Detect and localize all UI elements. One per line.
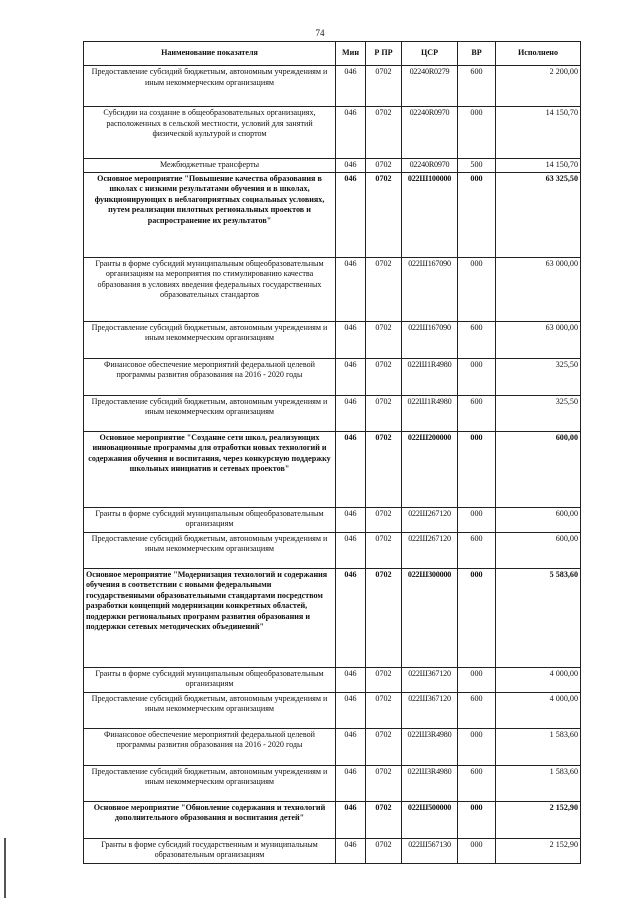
row-min: 046 [336, 667, 366, 692]
row-name: Межбюджетные трансферты [84, 159, 336, 173]
row-min: 046 [336, 358, 366, 395]
row-rpr: 0702 [366, 321, 402, 358]
row-rpr: 0702 [366, 257, 402, 321]
row-sum: 2 152,90 [496, 801, 581, 838]
row-name: Предоставление субсидий бюджетным, автономным учреждениям и иным некоммерческим организациям [84, 532, 336, 568]
table-row [84, 159, 581, 173]
row-sum: 1 583,60 [496, 728, 581, 765]
row-vr: 600 [458, 66, 496, 107]
row-rpr: 0702 [366, 667, 402, 692]
row-vr: 000 [458, 667, 496, 692]
budget-execution-table [83, 41, 581, 864]
row-vr: 000 [458, 728, 496, 765]
row-min: 046 [336, 321, 366, 358]
table-row [84, 431, 581, 507]
row-rpr: 0702 [366, 172, 402, 257]
table-row [84, 107, 581, 159]
table-row [84, 692, 581, 728]
row-rpr: 0702 [366, 801, 402, 838]
row-name: Гранты в форме субсидий муниципальным общеобразовательным организациям [84, 667, 336, 692]
row-csr: 022Ш500000 [402, 801, 458, 838]
row-csr: 022Ш100000 [402, 172, 458, 257]
row-rpr: 0702 [366, 159, 402, 173]
row-rpr: 0702 [366, 765, 402, 801]
row-sum: 600,00 [496, 431, 581, 507]
row-vr: 000 [458, 172, 496, 257]
row-csr: 02240R0970 [402, 159, 458, 173]
table-row [84, 728, 581, 765]
row-rpr: 0702 [366, 107, 402, 159]
row-csr: 022Ш267120 [402, 532, 458, 568]
table-header-row [84, 42, 581, 66]
row-min: 046 [336, 692, 366, 728]
row-rpr: 0702 [366, 568, 402, 667]
row-rpr: 0702 [366, 692, 402, 728]
row-min: 046 [336, 431, 366, 507]
row-csr: 022Ш567130 [402, 838, 458, 863]
row-vr: 600 [458, 692, 496, 728]
row-vr: 000 [458, 801, 496, 838]
row-rpr: 0702 [366, 728, 402, 765]
row-name: Финансовое обеспечение мероприятий федеральной целевой программы развития образования на 2016 - 2020 годы [84, 728, 336, 765]
table-row [84, 801, 581, 838]
row-min: 046 [336, 159, 366, 173]
row-name: Предоставление субсидий бюджетным, автономным учреждениям и иным некоммерческим организациям [84, 765, 336, 801]
row-name: Гранты в форме субсидий муниципальным общеобразовательным организациям на мероприятия по стимулированию качества образования в условиях введения федеральных государственных образовательных стандартов [84, 257, 336, 321]
row-sum: 325,50 [496, 395, 581, 431]
row-sum: 14 150,70 [496, 159, 581, 173]
table-row [84, 321, 581, 358]
row-csr: 022Ш267120 [402, 507, 458, 532]
row-rpr: 0702 [366, 507, 402, 532]
row-name: Предоставление субсидий бюджетным, автономным учреждениям и иным некоммерческим организациям [84, 395, 336, 431]
table-row [84, 395, 581, 431]
row-vr: 500 [458, 159, 496, 173]
row-sum: 63 325,50 [496, 172, 581, 257]
header-csr: ЦСР [402, 42, 458, 66]
row-vr: 000 [458, 507, 496, 532]
row-sum: 600,00 [496, 507, 581, 532]
row-min: 046 [336, 801, 366, 838]
table-row [84, 667, 581, 692]
row-vr: 000 [458, 431, 496, 507]
row-vr: 000 [458, 107, 496, 159]
table-row [84, 172, 581, 257]
row-min: 046 [336, 728, 366, 765]
row-rpr: 0702 [366, 395, 402, 431]
row-sum: 2 200,00 [496, 66, 581, 107]
row-sum: 14 150,70 [496, 107, 581, 159]
row-min: 046 [336, 257, 366, 321]
header-rpr: Р ПР [366, 42, 402, 66]
row-csr: 022Ш367120 [402, 692, 458, 728]
header-min: Мин [336, 42, 366, 66]
row-name: Основное мероприятие "Создание сети школ, реализующих инновационные программы для отработки новых технологий и содержания обучения и воспитания, через конкурсную поддержку школьных инициатив и сетевых проектов" [84, 431, 336, 507]
row-min: 046 [336, 66, 366, 107]
row-sum: 1 583,60 [496, 765, 581, 801]
row-vr: 000 [458, 838, 496, 863]
row-sum: 63 000,00 [496, 257, 581, 321]
row-name: Субсидии на создание в общеобразовательных организациях, расположенных в сельской местности, условий для занятий физической культурой и спортом [84, 107, 336, 159]
row-rpr: 0702 [366, 66, 402, 107]
row-csr: 02240R0279 [402, 66, 458, 107]
row-name: Предоставление субсидий бюджетным, автономным учреждениям и иным некоммерческим организациям [84, 321, 336, 358]
row-rpr: 0702 [366, 358, 402, 395]
row-csr: 022Ш3R4980 [402, 765, 458, 801]
row-vr: 600 [458, 765, 496, 801]
row-min: 046 [336, 395, 366, 431]
row-vr: 600 [458, 532, 496, 568]
table-row [84, 66, 581, 107]
header-vr: ВР [458, 42, 496, 66]
row-csr: 022Ш3R4980 [402, 728, 458, 765]
row-min: 046 [336, 107, 366, 159]
table-row [84, 568, 581, 667]
row-vr: 600 [458, 321, 496, 358]
scan-margin-mark [4, 838, 6, 898]
header-sum: Исполнено [496, 42, 581, 66]
page-number: 74 [315, 28, 325, 38]
row-vr: 600 [458, 395, 496, 431]
header-name: Наименование показателя [84, 42, 336, 66]
row-csr: 022Ш167090 [402, 321, 458, 358]
table-row [84, 838, 581, 863]
row-rpr: 0702 [366, 838, 402, 863]
row-rpr: 0702 [366, 532, 402, 568]
row-sum: 4 000,00 [496, 667, 581, 692]
row-csr: 02240R0970 [402, 107, 458, 159]
row-name: Гранты в форме субсидий государственным и муниципальным образовательным организациям [84, 838, 336, 863]
row-csr: 022Ш200000 [402, 431, 458, 507]
row-min: 046 [336, 568, 366, 667]
row-csr: 022Ш167090 [402, 257, 458, 321]
row-sum: 600,00 [496, 532, 581, 568]
row-name: Финансовое обеспечение мероприятий федеральной целевой программы развития образования на 2016 - 2020 годы [84, 358, 336, 395]
row-name: Предоставление субсидий бюджетным, автономным учреждениям и иным некоммерческим организациям [84, 692, 336, 728]
row-name: Предоставление субсидий бюджетным, автономным учреждениям и иным некоммерческим организациям [84, 66, 336, 107]
row-vr: 000 [458, 257, 496, 321]
row-sum: 4 000,00 [496, 692, 581, 728]
row-csr: 022Ш1R4980 [402, 395, 458, 431]
row-csr: 022Ш1R4980 [402, 358, 458, 395]
row-min: 046 [336, 765, 366, 801]
row-min: 046 [336, 838, 366, 863]
table-row [84, 532, 581, 568]
row-sum: 63 000,00 [496, 321, 581, 358]
row-name: Основное мероприятие "Модернизация технологий и содержания обучения в соответствии с новыми федеральными государственными образовательными стандартами посредством разработки концепций модернизации конкретных областей, поддержки региональных программ развития образования и поддержки сетевых методических объединений" [84, 568, 336, 667]
row-name: Гранты в форме субсидий муниципальным общеобразовательным организациям [84, 507, 336, 532]
row-csr: 022Ш300000 [402, 568, 458, 667]
table-row [84, 257, 581, 321]
row-sum: 2 152,90 [496, 838, 581, 863]
row-sum: 325,50 [496, 358, 581, 395]
row-csr: 022Ш367120 [402, 667, 458, 692]
row-vr: 000 [458, 358, 496, 395]
row-vr: 000 [458, 568, 496, 667]
row-name: Основное мероприятие "Обновление содержания и технологий дополнительного образования и воспитания детей" [84, 801, 336, 838]
table-row [84, 765, 581, 801]
row-min: 046 [336, 532, 366, 568]
row-name: Основное мероприятие "Повышение качества образования в школах с низкими результатами обучения и в школах, функционирующих в неблагоприятных социальных условиях, путем реализации пилотных региональных проектов и распространение их результатов" [84, 172, 336, 257]
row-sum: 5 583,60 [496, 568, 581, 667]
table-row [84, 507, 581, 532]
row-min: 046 [336, 172, 366, 257]
row-min: 046 [336, 507, 366, 532]
table-row [84, 358, 581, 395]
row-rpr: 0702 [366, 431, 402, 507]
